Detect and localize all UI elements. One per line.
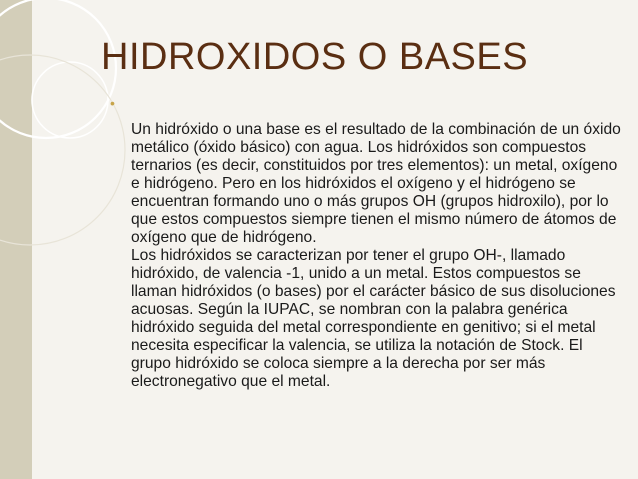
decorative-circle-small — [32, 62, 108, 138]
body-paragraph: Un hidróxido o una base es el resultado de la combinación de un óxido metálico (óxido básico) con agua. Los hidróxidos son compuestos ternarios (es decir, constituidos por tres elementos): un metal, oxígeno e hidrógeno. Pero en los hidróxidos el oxígeno y el hidrógeno se encuentran formando uno o más grupos OH (grupos hidroxilo), por lo que estos compuestos siempre tienen el mismo número de átomos de oxígeno que de hidrógeno. — [131, 121, 621, 246]
bullet-point: • — [110, 95, 115, 111]
slide-title: HIDROXIDOS O BASES — [101, 36, 529, 78]
slide-body — [131, 121, 626, 391]
decorative-circle-outer — [0, 55, 125, 245]
body-paragraph: Los hidróxidos se caracterizan por tener el grupo OH-, llamado hidróxido, de valencia -1, unido a un metal. Estos compuestos se llaman hidróxidos (o bases) por el carácter básico de sus disoluciones acuosas. Según la IUPAC, se nombran con la palabra genérica hidróxido seguida del metal correspondiente en genitivo; si el metal necesita especificar la valencia, se utiliza la notación de Stock. El grupo hidróxido se coloca siempre a la derecha por ser más electronegativo que el metal. — [131, 247, 616, 390]
decorative-circle-large — [0, 0, 116, 138]
